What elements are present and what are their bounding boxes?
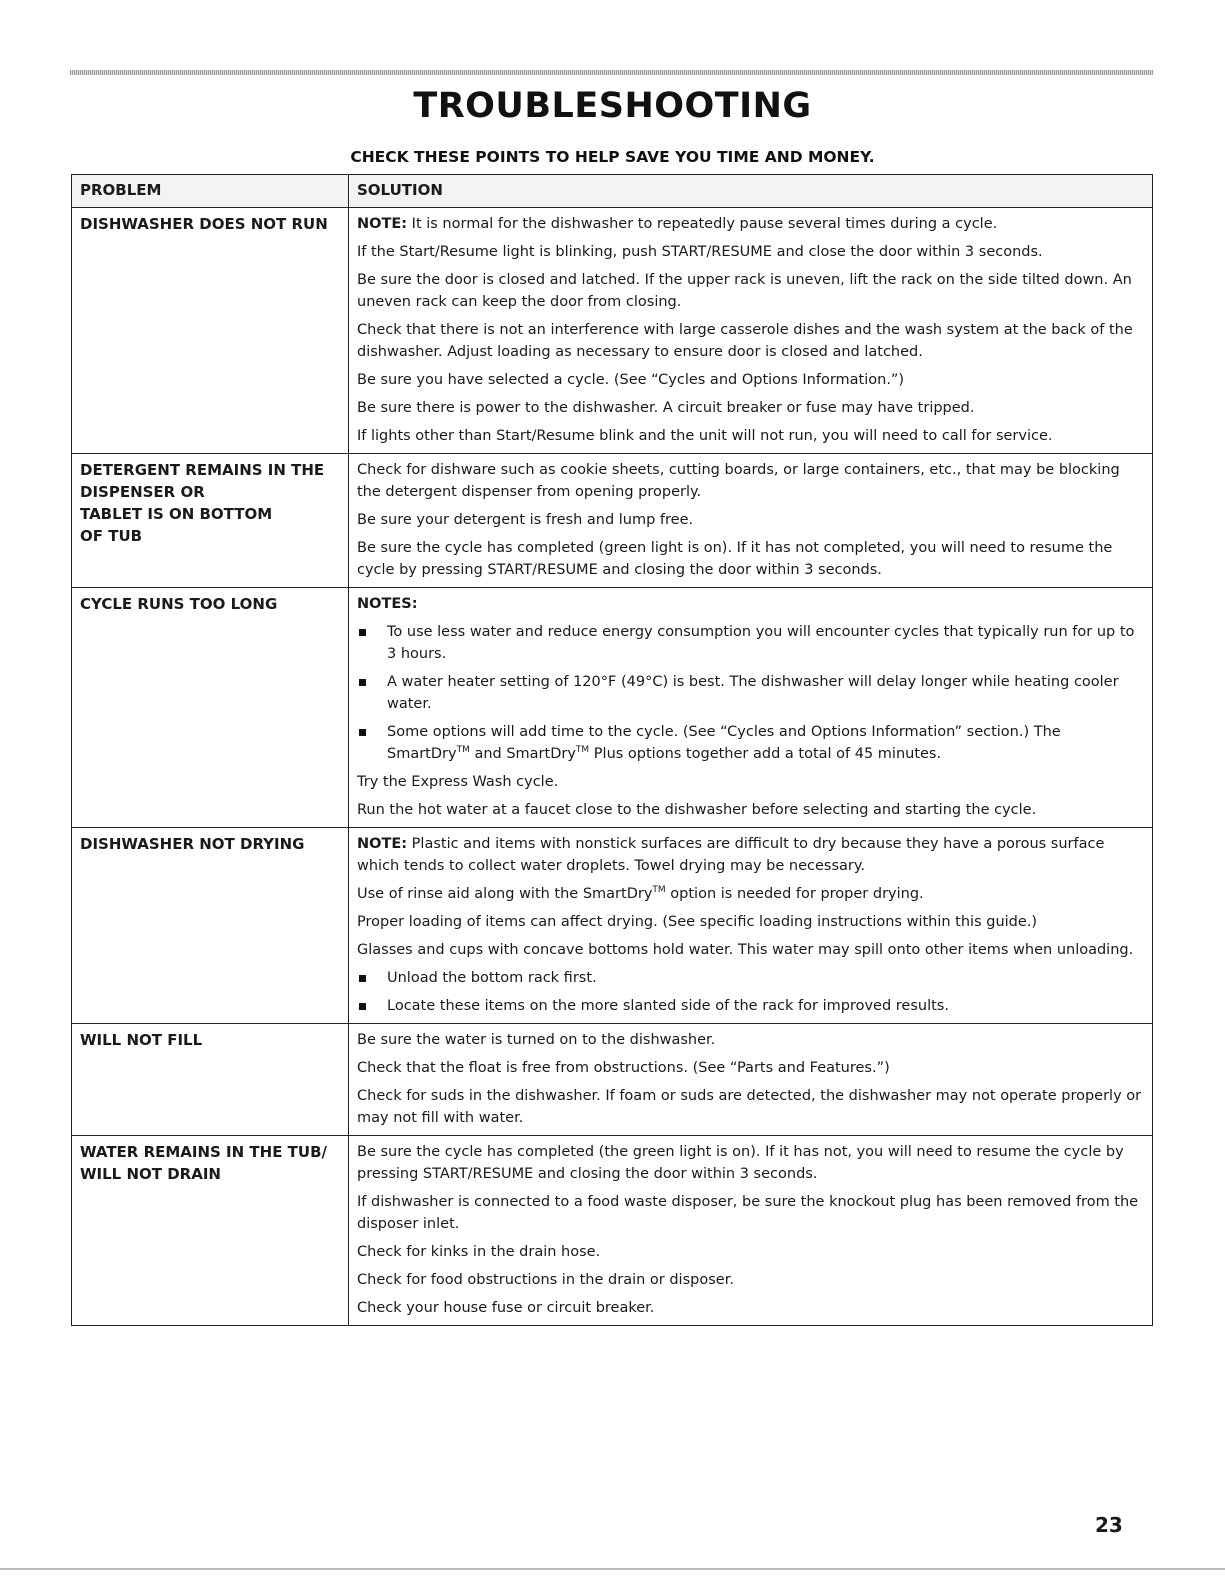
table-row bbox=[72, 208, 1153, 454]
solution-text: Check that the float is free from obstructions. (See “Parts and Features.”) bbox=[357, 1060, 890, 1076]
problem-label: WATER REMAINS IN THE TUB/ bbox=[80, 1143, 327, 1161]
problem-label: CYCLE RUNS TOO LONG bbox=[80, 595, 278, 613]
square-bullet-icon bbox=[359, 629, 366, 636]
problem-label: DISPENSER OR bbox=[80, 483, 205, 501]
bullet-item bbox=[357, 721, 1144, 765]
troubleshooting-table bbox=[71, 174, 1153, 1326]
solution-text: Be sure you have selected a cycle. (See “Cycles and Options Information.”) bbox=[357, 372, 905, 388]
header-solution: SOLUTION bbox=[349, 175, 1153, 208]
solution-text: Check for suds in the dishwasher. If foam or suds are detected, the dishwasher may not operate properly or may not fill with water. bbox=[357, 1088, 1142, 1126]
trademark-mark: TM bbox=[652, 885, 666, 896]
bullet-text bbox=[387, 724, 1061, 762]
notes-label: NOTES: bbox=[357, 596, 418, 612]
solution-cell bbox=[349, 1024, 1153, 1136]
solution-text: Check for kinks in the drain hose. bbox=[357, 1244, 601, 1260]
solution-text: Try the Express Wash cycle. bbox=[357, 774, 559, 790]
solution-text: Be sure the water is turned on to the dishwasher. bbox=[357, 1032, 716, 1048]
solution-text: Check for dishware such as cookie sheets, cutting boards, or large containers, etc., that may be blocking the detergent dispenser from opening properly. bbox=[357, 462, 1120, 500]
trademark-mark: TM bbox=[575, 745, 590, 756]
square-bullet-icon bbox=[359, 729, 366, 736]
solution-cell bbox=[349, 828, 1153, 1024]
solution-text: Be sure there is power to the dishwasher. A circuit breaker or fuse may have tripped. bbox=[357, 400, 975, 416]
page-number: 23 bbox=[1095, 1513, 1123, 1537]
solution-text: Run the hot water at a faucet close to the dishwasher before selecting and starting the cycle. bbox=[357, 802, 1037, 818]
bullet-item bbox=[357, 671, 1144, 715]
bullet-text: To use less water and reduce energy consumption you will encounter cycles that typically run for up to 3 hours. bbox=[387, 624, 1135, 662]
square-bullet-icon bbox=[359, 1003, 366, 1010]
solution-cell bbox=[349, 454, 1153, 588]
bullet-item bbox=[357, 995, 1144, 1017]
problem-label: DISHWASHER NOT DRYING bbox=[80, 835, 305, 853]
table-header-row bbox=[72, 175, 1153, 208]
problem-cell bbox=[72, 828, 349, 1024]
square-bullet-icon bbox=[359, 679, 366, 686]
solution-text bbox=[357, 883, 1144, 905]
problem-label: OF TUB bbox=[80, 527, 143, 545]
solution-text-part: Use of rinse aid along with the SmartDry bbox=[357, 886, 653, 902]
problem-cell bbox=[72, 454, 349, 588]
solution-text: Glasses and cups with concave bottoms hold water. This water may spill onto other items when unloading. bbox=[357, 942, 1134, 958]
table-row bbox=[72, 588, 1153, 828]
note-body: It is normal for the dishwasher to repeatedly pause several times during a cycle. bbox=[407, 216, 998, 232]
solution-text: Proper loading of items can affect drying. (See specific loading instructions within this guide.) bbox=[357, 914, 1038, 930]
bullet-text-part: Plus options together add a total of 45 minutes. bbox=[589, 746, 942, 762]
solution-text: If lights other than Start/Resume blink and the unit will not run, you will need to call for service. bbox=[357, 428, 1053, 444]
solution-text: Check your house fuse or circuit breaker. bbox=[357, 1300, 655, 1316]
problem-cell bbox=[72, 1136, 349, 1326]
bullet-text: Unload the bottom rack first. bbox=[387, 970, 597, 986]
note-text bbox=[357, 213, 1144, 235]
solution-text: Be sure the cycle has completed (green light is on). If it has not completed, you will need to resume the cycle by pressing START/RESUME and closing the door within 3 seconds. bbox=[357, 540, 1113, 578]
page-subtitle: CHECK THESE POINTS TO HELP SAVE YOU TIME AND MONEY. bbox=[350, 148, 875, 166]
solution-text: Be sure the door is closed and latched. If the upper rack is uneven, lift the rack on the side tilted down. An uneven rack can keep the door from closing. bbox=[357, 272, 1132, 310]
note-label: NOTE: bbox=[357, 216, 408, 232]
bullet-item bbox=[357, 621, 1144, 665]
page-title: TROUBLESHOOTING bbox=[413, 86, 812, 126]
solution-text: Check for food obstructions in the drain or disposer. bbox=[357, 1272, 734, 1288]
note-text bbox=[357, 833, 1144, 877]
bottom-divider bbox=[0, 1568, 1225, 1570]
top-divider bbox=[70, 70, 1153, 75]
bullet-item bbox=[357, 967, 1144, 989]
problem-label: DISHWASHER DOES NOT RUN bbox=[80, 215, 328, 233]
note-body: Plastic and items with nonstick surfaces are difficult to dry because they have a porous surface which tends to collect water droplets. Towel drying may be necessary. bbox=[357, 836, 1105, 874]
problem-cell bbox=[72, 588, 349, 828]
solution-text: If the Start/Resume light is blinking, push START/RESUME and close the door within 3 seconds. bbox=[357, 244, 1043, 260]
bullet-text: A water heater setting of 120°F (49°C) is best. The dishwasher will delay longer while heating cooler water. bbox=[387, 674, 1119, 712]
bullet-text: Locate these items on the more slanted side of the rack for improved results. bbox=[387, 998, 949, 1014]
solution-text-part: option is needed for proper drying. bbox=[665, 886, 924, 902]
solution-cell bbox=[349, 208, 1153, 454]
solution-text: Be sure your detergent is fresh and lump free. bbox=[357, 512, 694, 528]
table-row bbox=[72, 1024, 1153, 1136]
problem-label: TABLET IS ON BOTTOM bbox=[80, 505, 273, 523]
solution-text: Be sure the cycle has completed (the green light is on). If it has not, you will need to resume the cycle by pressing START/RESUME and closing the door within 3 seconds. bbox=[357, 1144, 1124, 1182]
problem-cell bbox=[72, 1024, 349, 1136]
problem-cell bbox=[72, 208, 349, 454]
problem-label: WILL NOT FILL bbox=[80, 1031, 203, 1049]
table-row bbox=[72, 1136, 1153, 1326]
note-label: NOTE: bbox=[357, 836, 408, 852]
table-row bbox=[72, 828, 1153, 1024]
trademark-mark: TM bbox=[456, 745, 470, 756]
bullet-text-part: Some options will add time to the cycle. (See “Cycles and Options Information” section.) The SmartDry bbox=[387, 724, 1061, 762]
solution-cell bbox=[349, 1136, 1153, 1326]
problem-label: WILL NOT DRAIN bbox=[80, 1165, 221, 1183]
solution-cell bbox=[349, 588, 1153, 828]
square-bullet-icon bbox=[359, 975, 366, 982]
problem-label: DETERGENT REMAINS IN THE bbox=[80, 461, 325, 479]
solution-text: If dishwasher is connected to a food waste disposer, be sure the knockout plug has been removed from the disposer inlet. bbox=[357, 1194, 1139, 1232]
solution-text: Check that there is not an interference with large casserole dishes and the wash system at the back of the dishwasher. Adjust loading as necessary to ensure door is closed and latched. bbox=[357, 322, 1133, 360]
table-row bbox=[72, 454, 1153, 588]
header-problem: PROBLEM bbox=[72, 175, 349, 208]
bullet-text-part: and SmartDry bbox=[469, 746, 576, 762]
